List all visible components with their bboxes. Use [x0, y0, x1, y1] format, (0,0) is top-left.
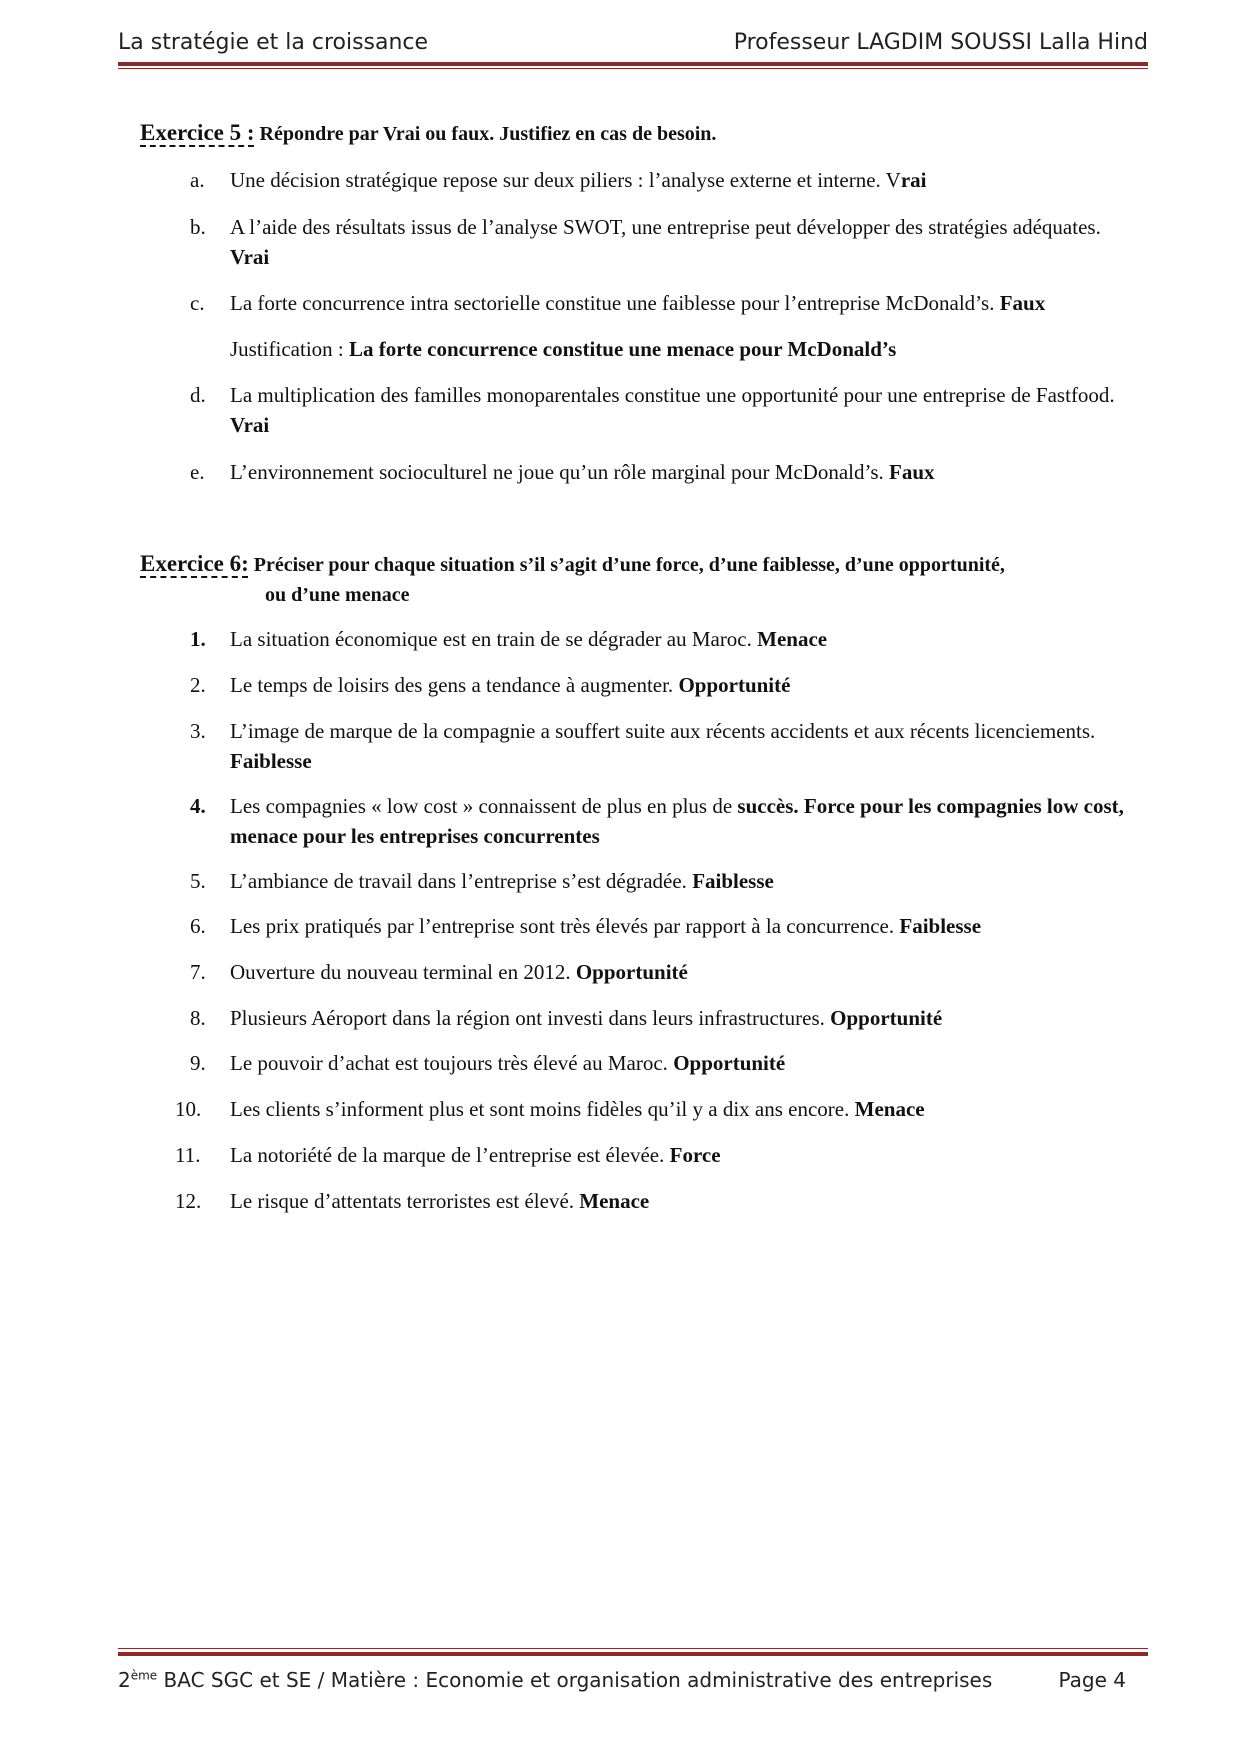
exercise-6-instruction: Préciser pour chaque situation s’il s’agit d’une force, d’une faiblesse, d’une opportunité, [248, 554, 1005, 576]
item-answer: Opportunité [830, 1006, 943, 1030]
item-marker: 5. [190, 869, 206, 893]
justification [155, 334, 1145, 364]
header-rule-thin [118, 68, 1148, 69]
item-marker: 9. [190, 1051, 206, 1075]
item-answer: Force [669, 1143, 721, 1167]
item-text: La notoriété de la marque de l’entreprise est élevée. [230, 1143, 670, 1167]
item-text: La multiplication des familles monoparentales constitue une opportunité pour une entreprise de Fastfood. [230, 383, 1115, 407]
exercise-5-label: Exercice 5 : [140, 120, 255, 145]
item-text: Le risque d’attentats terroristes est élevé. [230, 1189, 580, 1213]
item-marker: d. [190, 383, 206, 407]
list-item [155, 911, 1145, 941]
footer-text: BAC SGC et SE / Matière : Economie et organisation administrative des entreprises [157, 1668, 993, 1692]
page-number: Page 4 [1058, 1668, 1126, 1692]
item-answer: succès. Force pour les compagnies low cost, menace pour les entreprises concurrentes [230, 794, 1124, 848]
item-answer: Faux [999, 291, 1046, 315]
item-marker: 11. [175, 1143, 201, 1167]
list-item [155, 1186, 1145, 1216]
item-answer: rai [900, 168, 927, 192]
footer-superscript: ème [130, 1668, 158, 1683]
list-item [155, 457, 1145, 487]
item-marker: b. [190, 215, 206, 239]
list-item [155, 624, 1145, 654]
item-text: La situation économique est en train de se dégrader au Maroc. [230, 627, 758, 651]
item-answer: Menace [854, 1097, 925, 1121]
item-text: Les compagnies « low cost » connaissent de plus en plus de [230, 794, 738, 818]
item-marker: 7. [190, 960, 206, 984]
item-text: Plusieurs Aéroport dans la région ont investi dans leurs infrastructures. [230, 1006, 831, 1030]
item-text: A l’aide des résultats issus de l’analyse SWOT, une entreprise peut développer des stratégies adéquates. [230, 215, 1101, 239]
page-header [118, 28, 1148, 60]
item-answer: Menace [579, 1189, 650, 1213]
item-marker: 8. [190, 1006, 206, 1030]
list-item [155, 716, 1145, 776]
list-item [155, 380, 1145, 440]
list-item [155, 791, 1145, 851]
item-answer: Opportunité [678, 673, 791, 697]
exercise-6-label: Exercice 6: [140, 551, 249, 576]
list-item [155, 288, 1145, 318]
item-answer: Opportunité [673, 1051, 786, 1075]
item-answer: Vrai [230, 413, 270, 437]
item-text: La forte concurrence intra sectorielle constitue une faiblesse pour l’entreprise McDonald’s. [230, 291, 1000, 315]
header-course-title: La stratégie et la croissance [118, 30, 429, 55]
item-text: L’ambiance de travail dans l’entreprise s’est dégradée. [230, 869, 693, 893]
exercise-6-title [140, 549, 1145, 580]
item-answer: Vrai [230, 245, 270, 269]
item-marker: 2. [190, 673, 206, 697]
header-rule-thick [118, 62, 1148, 66]
list-item [155, 212, 1145, 272]
justification-text: La forte concurrence constitue une menace pour McDonald’s [349, 337, 897, 361]
header-author: Professeur LAGDIM SOUSSI Lalla Hind [733, 30, 1148, 55]
list-item [155, 670, 1145, 700]
item-text: Le pouvoir d’achat est toujours très élevé au Maroc. [230, 1051, 674, 1075]
footer-rule-thick [118, 1652, 1148, 1656]
item-marker: 3. [190, 719, 206, 743]
item-marker: e. [190, 460, 205, 484]
item-answer: Menace [757, 627, 828, 651]
exercise-5-instruction: Répondre par Vrai ou faux. Justifiez en cas de besoin. [254, 123, 717, 145]
item-text: Les clients s’informent plus et sont moins fidèles qu’il y a dix ans encore. [230, 1097, 855, 1121]
list-item [155, 866, 1145, 896]
document-body [140, 118, 1145, 1216]
item-marker: 1. [190, 627, 206, 651]
list-item [155, 957, 1145, 987]
item-text: L’image de marque de la compagnie a souffert suite aux récents accidents et aux récents licenciements. [230, 719, 1096, 743]
list-item [155, 1048, 1145, 1078]
item-marker: 4. [190, 794, 206, 818]
item-marker: a. [190, 168, 205, 192]
item-answer: Faux [889, 460, 935, 484]
item-text: Ouverture du nouveau terminal en 2012. [230, 960, 576, 984]
exercise-5-title [140, 118, 1145, 149]
list-item [155, 1003, 1145, 1033]
item-text: Les prix pratiqués par l’entreprise sont très élevés par rapport à la concurrence. [230, 914, 900, 938]
list-item [155, 1094, 1145, 1124]
item-text: L’environnement socioculturel ne joue qu’un rôle marginal pour McDonald’s. [230, 460, 890, 484]
list-item [155, 1140, 1145, 1170]
item-answer: Faiblesse [230, 749, 312, 773]
item-marker: 6. [190, 914, 206, 938]
list-item [155, 165, 1145, 195]
exercise-6-instruction-continued: ou d’une menace [265, 584, 410, 606]
footer-level: 2 [118, 1668, 131, 1692]
item-answer: Faiblesse [899, 914, 982, 938]
item-answer: Faiblesse [692, 869, 774, 893]
footer-rule-thin [118, 1648, 1148, 1649]
item-marker: 10. [175, 1097, 202, 1121]
justification-label: Justification : [230, 337, 349, 361]
item-text: Une décision stratégique repose sur deux piliers : l’analyse externe et interne. V [230, 168, 901, 192]
item-text: Le temps de loisirs des gens a tendance à augmenter. [230, 673, 679, 697]
item-marker: c. [190, 291, 205, 315]
item-marker: 12. [175, 1189, 202, 1213]
footer-course-info [118, 1668, 992, 1692]
item-answer: Opportunité [575, 960, 688, 984]
